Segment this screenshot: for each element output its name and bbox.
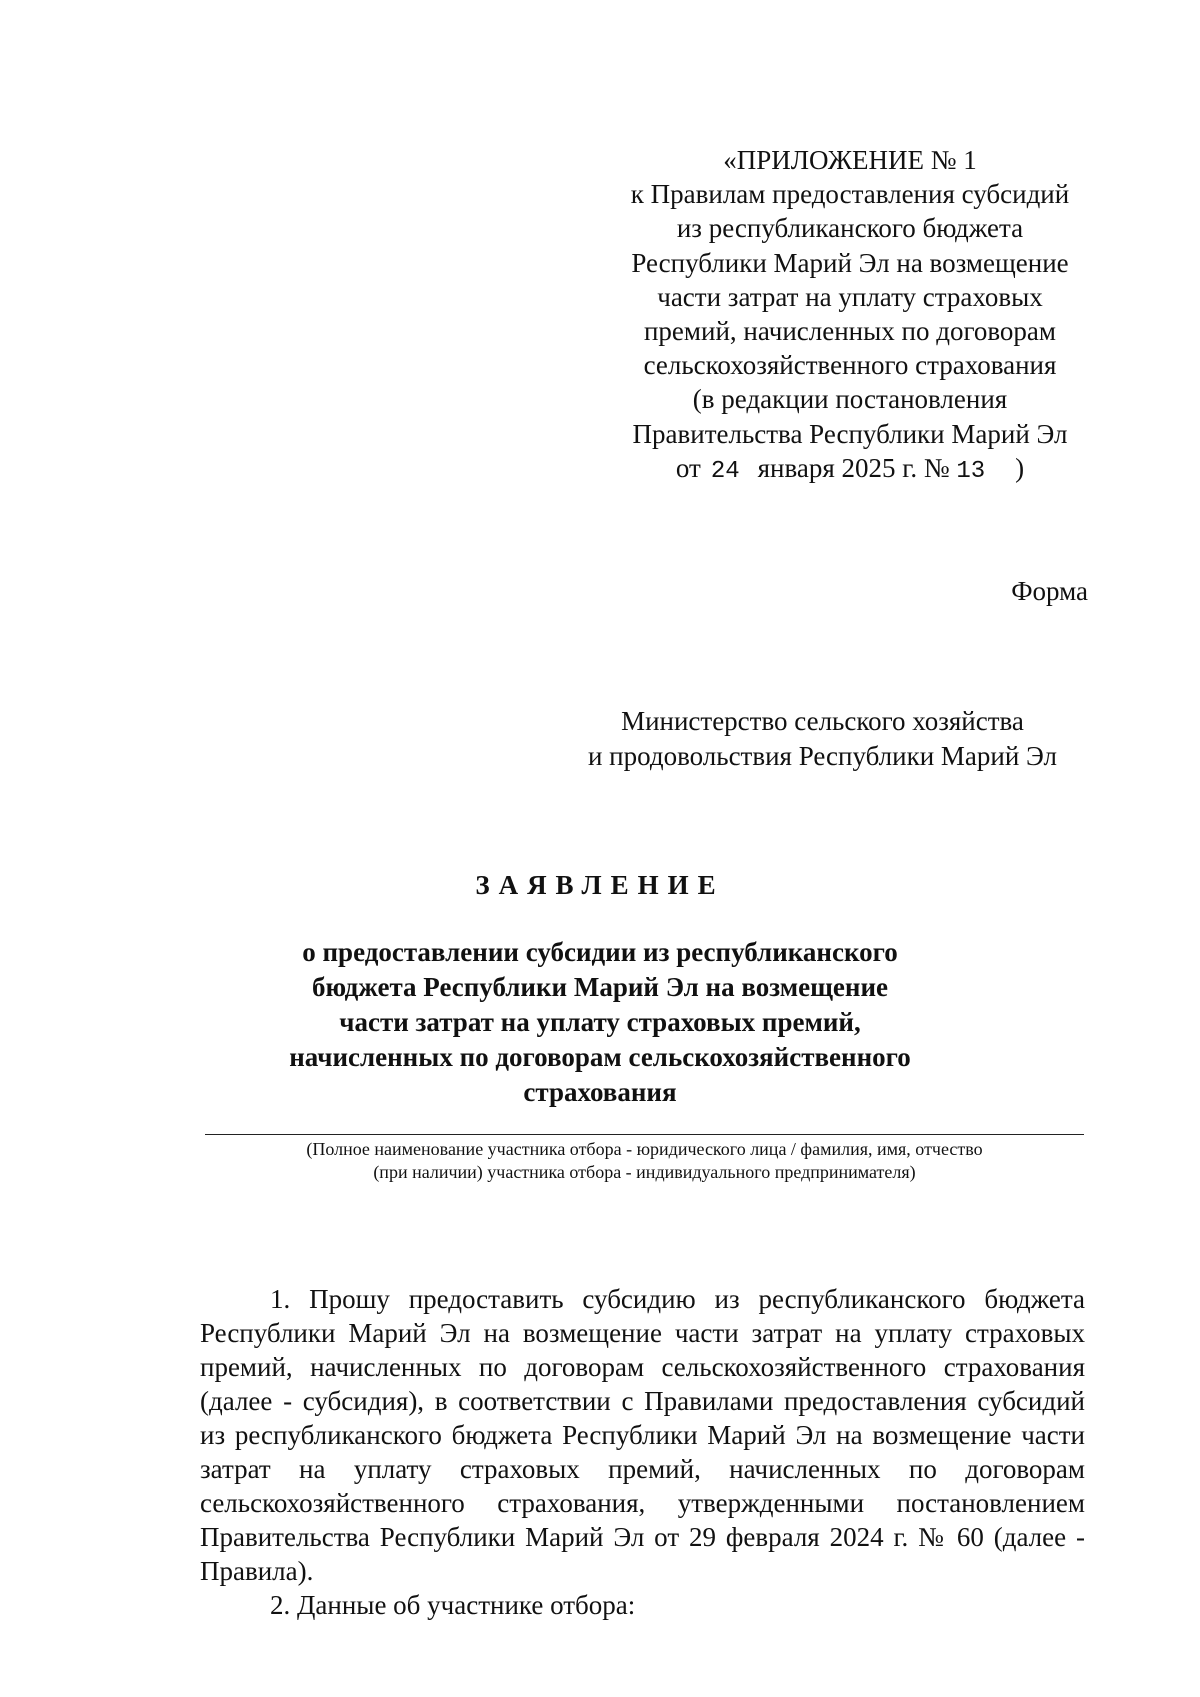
subtitle-line: страхования bbox=[523, 1077, 677, 1107]
date-day: 24 bbox=[710, 457, 740, 485]
date-close: ) bbox=[1015, 452, 1025, 483]
appendix-line: (в редакции постановления bbox=[692, 384, 1008, 415]
body-paragraph-1: 1. Прошу предоставить субсидию из республиканского бюджета Республики Марий Эл на возмещение части затрат на уплату страховых премий, начисленных по договорам сельскохозяйственного страхования (далее - субсидия), в соответствии с Правилами предоставления субсидий из республиканского бюджета Республики Марий Эл на возмещение части затрат на уплату страховых премий, начисленных по договорам сельскохозяйственного страхования, утвержденными постановлением Правительства Республики Марий Эл от 29 февраля 2024 г. № 60 (далее - Правила). bbox=[200, 1284, 1085, 1586]
form-label: Форма bbox=[1011, 576, 1088, 606]
caption-line: (Полное наименование участника отбора - юридического лица / фамилия, имя, отчество bbox=[306, 1139, 983, 1159]
appendix-header bbox=[615, 143, 1085, 489]
appendix-line: к Правилам предоставления субсидий bbox=[630, 179, 1070, 210]
ministry-line: Министерство сельского хозяйства bbox=[621, 706, 1024, 736]
applicant-caption bbox=[205, 1138, 1084, 1184]
appendix-line: премий, начисленных по договорам bbox=[643, 316, 1056, 347]
appendix-line: части затрат на уплату страховых bbox=[657, 281, 1043, 312]
document-subtitle bbox=[240, 935, 960, 1110]
appendix-line: сельскохозяйственного страхования bbox=[643, 350, 1057, 381]
date-prefix: от bbox=[675, 452, 701, 483]
appendix-line: из республиканского бюджета bbox=[676, 213, 1024, 244]
document-body bbox=[200, 1282, 1085, 1622]
subtitle-line: части затрат на уплату страховых премий, bbox=[339, 1007, 861, 1037]
appendix-date-line bbox=[615, 451, 1085, 489]
appendix-line: Правительства Республики Марий Эл bbox=[632, 418, 1068, 449]
subtitle-line: бюджета Республики Марий Эл на возмещение bbox=[312, 972, 888, 1002]
body-paragraph-2: 2. Данные об участнике отбора: bbox=[270, 1590, 636, 1620]
appendix-title: «ПРИЛОЖЕНИЕ № 1 bbox=[723, 145, 977, 175]
ministry-addressee bbox=[560, 704, 1085, 774]
date-text: января 2025 г. № bbox=[757, 452, 950, 483]
ministry-line: и продовольствия Республики Марий Эл bbox=[587, 741, 1058, 771]
caption-line: (при наличии) участника отбора - индивидуального предпринимателя) bbox=[373, 1162, 916, 1182]
subtitle-line: о предоставлении субсидии из республиканского bbox=[302, 937, 898, 967]
applicant-name-line bbox=[205, 1134, 1084, 1135]
appendix-line: Республики Марий Эл на возмещение bbox=[631, 247, 1069, 278]
date-number: 13 bbox=[956, 457, 986, 485]
subtitle-line: начисленных по договорам сельскохозяйственного bbox=[289, 1042, 911, 1072]
document-title: ЗАЯВЛЕНИЕ bbox=[475, 870, 725, 900]
